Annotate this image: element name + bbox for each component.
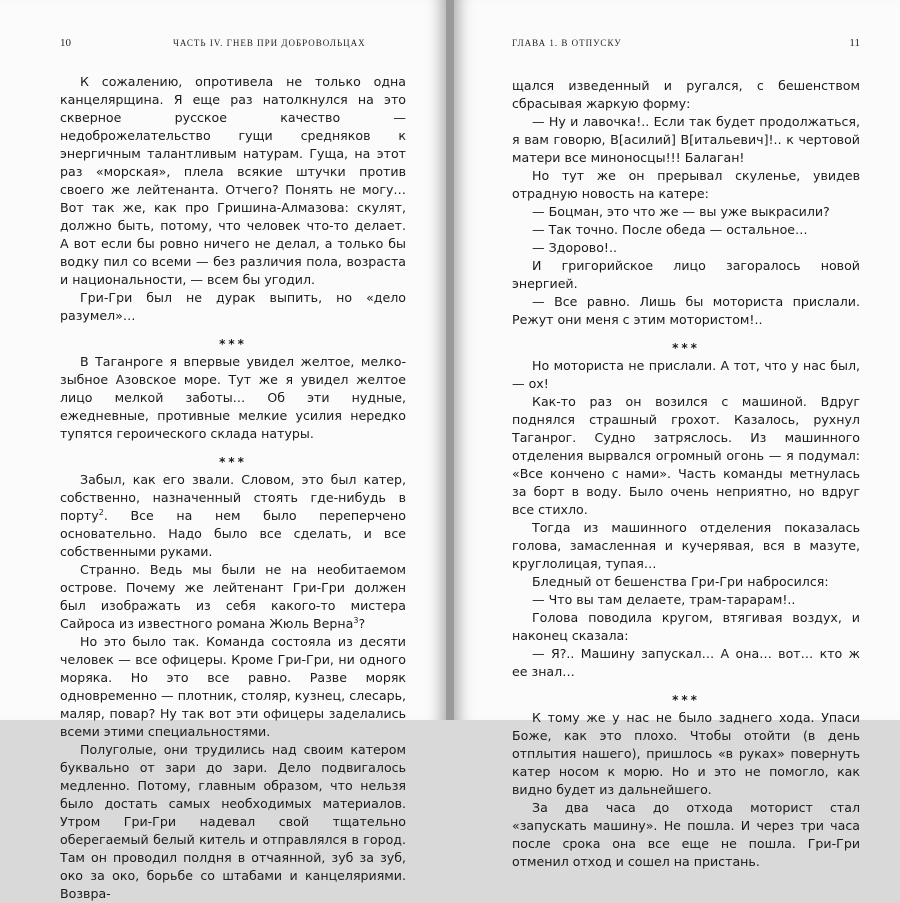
paragraph: — Ну и лавочка!.. Если так будет продолжаться, я вам говорю, В[асилий] В[итальевич]!.. к чертовой матери все миноносцы!!! Балаган! xyxy=(512,114,860,165)
paragraph: Полуголые, они трудились над своим катером буквально от зари до зари. Дело подвигалось медленно. Потому, главным образом, что нельзя было достать самых необходимых материалов. Утром Гри-Гри надевал свой тщательно оберегаемый белый китель и отправлялся в город. Там он проводил полдня в отчаянной, зуб за зуб, око за око, борьбе со штабами и канцеляриями. Возвра- xyxy=(60,742,406,901)
paragraph-text: . Все на нем было переперчено основательно. Надо было все сделать, и все собственными руками. xyxy=(60,508,406,559)
left-page-text xyxy=(60,73,406,903)
right-page xyxy=(454,0,900,869)
paragraph: — Здорово!.. xyxy=(532,240,617,255)
paragraph: — Так точно. После обеда — остальное… xyxy=(532,222,808,237)
left-page xyxy=(0,0,446,901)
paragraph: Но тут же он прерывал скуленье, увидев отрадную новость на катере: xyxy=(512,168,860,201)
footnote-marker[interactable]: 2 xyxy=(98,507,104,517)
page-number: 10 xyxy=(60,37,71,49)
paragraph: — Что вы там делаете, трам-тарарам!.. xyxy=(532,592,796,607)
paragraph: К тому же у нас не было заднего хода. Упаси Боже, как это плохо. Чтобы отойти (в день отплытия нашего), пришлось «в руках» повернуть катер носом к морю. Но и это не помогло, как видно будет из дальнейшего. xyxy=(512,710,860,797)
paragraph-text: ? xyxy=(358,616,366,631)
right-page-text xyxy=(512,77,860,871)
paragraph: Гри-Гри был не дурак выпить, но «дело разумел»… xyxy=(60,290,406,323)
paragraph: — Боцман, это что же — вы уже выкрасили? xyxy=(532,204,830,219)
paragraph: Бледный от бешенства Гри-Гри набросился: xyxy=(532,574,829,589)
paragraph-text: Забыл, как его звали. Словом, это был катер, собственно, назначенный стоять где-нибудь в порту xyxy=(60,472,406,523)
page-number: 11 xyxy=(849,37,860,49)
paragraph: Но моториста не прислали. А тот, что у нас был, — ох! xyxy=(512,358,860,391)
paragraph: Голова поводила кругом, втягивая воздух, и наконец сказала: xyxy=(512,610,860,643)
section-separator: *** xyxy=(672,693,700,707)
paragraph: — Я?.. Машину запускал… А она… вот… кто ж ее знал… xyxy=(512,646,860,679)
left-page-header xyxy=(60,38,406,52)
section-separator: *** xyxy=(219,337,247,351)
running-head: ГЛАВА 1. В ОТПУСКУ xyxy=(512,38,622,48)
paragraph: И григорийское лицо загоралось новой энергией. xyxy=(512,258,860,291)
right-page-header xyxy=(512,38,860,52)
section-separator: *** xyxy=(219,455,247,469)
paragraph: К сожалению, опротивела не только одна канцелярщина. Я еще раз натолкнулся на это скверное русское качество — недоброжелательство гущи средняков к энергичным талантливым натурам. Гуща, на этот раз «морская», плела всякие штучки против своего же лейтенанта. Отчего? Понять не могу… Вот так же, как про Гришина-Алмазова: скулят, должно быть, потому, что человек что-то делает. А вот если бы ровно ничего не делал, а только бы водку пил со всеми — без различия пола, возраста и национальности, — всем бы угодил. xyxy=(60,74,406,287)
paragraph xyxy=(60,471,406,561)
running-head: ЧАСТЬ IV. ГНЕВ ПРИ ДОБРОВОЛЬЦАХ xyxy=(173,38,366,48)
paragraph xyxy=(60,561,406,633)
paragraph: В Таганроге я впервые увидел желтое, мелко-зыбное Азовское море. Тут же я увидел желтое лицо мелкой заботы… Об эти нудные, ежедневные, противные мелкие усилия нередко тупятся героического склада натуры. xyxy=(60,354,406,441)
paragraph: За два часа до отхода моторист стал «запускать машину». Не пошла. И через три часа после срока она все еще не пошла. Гри-Гри отменил отход и сошел на пристань. xyxy=(512,800,860,869)
section-separator: *** xyxy=(672,341,700,355)
paragraph: Тогда из машинного отделения показалась голова, замасленная и кучерявая, вся в мазуте, круглолицая, тупая… xyxy=(512,520,860,571)
footnote-marker[interactable]: 3 xyxy=(353,615,359,625)
paragraph: — Все равно. Лишь бы моториста прислали. Режут они меня с этим мотористом!.. xyxy=(512,294,860,327)
paragraph-text: Странно. Ведь мы были не на необитаемом острове. Почему же лейтенант Гри-Гри должен был изображать из себя какого-то мистера Сайроса из известного романа Жюль Верна xyxy=(60,562,406,631)
paragraph: Как-то раз он возился с машиной. Вдруг поднялся страшный грохот. Казалось, рухнул Таганрог. Судно затряслось. Из машинного отделения вырвался огромный огонь — я подумал: «Все кончено с нами». Часть команды метнулась за борт в воду. Было очень неприятно, но вдруг все стихло. xyxy=(512,394,860,517)
book-gutter xyxy=(446,0,454,720)
paragraph: щался изведенный и ругался, с бешенством сбрасывая жаркую форму: xyxy=(512,78,860,111)
paragraph: Но это было так. Команда состояла из десяти человек — все офицеры. Кроме Гри-Гри, ни одного моряка. Но это все равно. Разве моряк одновременно — плотник, столяр, кузнец, слесарь, маляр, повар? Ну так вот эти офицеры заделались всеми этими специальностями. xyxy=(60,634,406,739)
